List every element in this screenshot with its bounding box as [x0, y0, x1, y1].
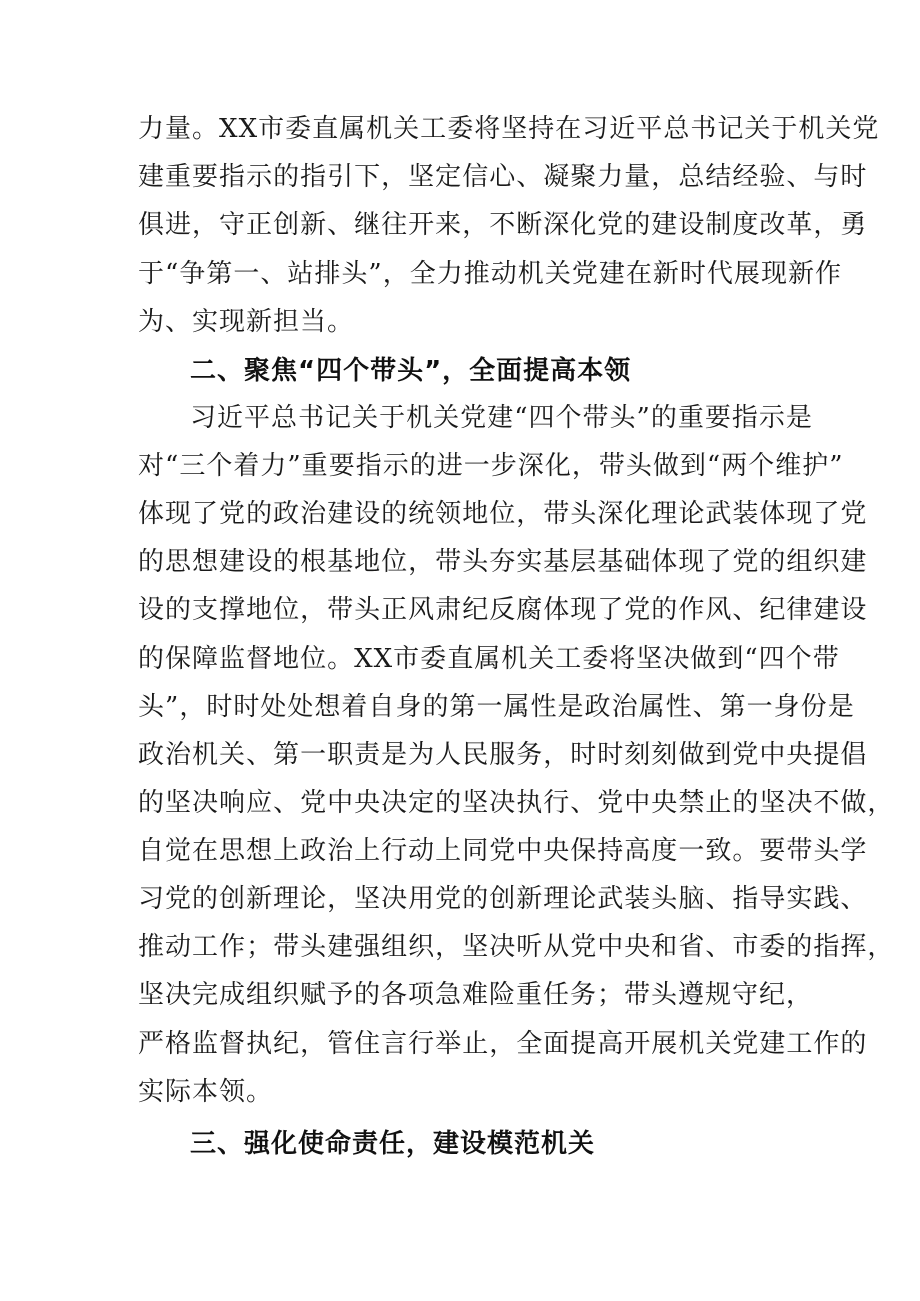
paragraph-line: 头 ” ， 时 时 处 处 想 着 自 身 的 第 一 属 性 是 政 治 属 性 、 第 一 身 份 是 [138, 692, 855, 722]
paragraph-line: 坚决完成组织赋予的各项急难险重任务；带头遵规守纪， [138, 980, 814, 1010]
paragraph-line: 体 现 了 党 的 政 治 建 设 的 统 领 地 位 ， 带 头 深 化 理 论 武 装 体 现 了 党 [138, 499, 868, 529]
paragraph-line: 的 保 障 监 督 地 位 。 X X 市 委 直 属 机 关 工 委 将 坚 决 做 到 “ 四 个 带 [138, 644, 840, 674]
paragraph-line: 于 “ 争 第 一 、 站 排 头 ” ， 全 力 推 动 机 关 党 建 在 新 时 代 展 现 新 作 [138, 259, 842, 289]
paragraph-line: 推 动 工 作 ； 带 头 建 强 组 织 ， 坚 决 听 从 党 中 央 和 省 、 市 委 的 指 挥 ， [138, 932, 895, 962]
paragraph-line: 设 的 支 撑 地 位 ， 带 头 正 风 肃 纪 反 腐 体 现 了 党 的 作 风 、 纪 律 建 设 [138, 595, 868, 625]
paragraph-line: 实际本领。 [138, 1077, 274, 1107]
paragraph-line: 的 思 想 建 设 的 根 基 地 位 ， 带 头 夯 实 基 层 基 础 体 现 了 党 的 组 织 建 [138, 547, 868, 577]
paragraph-line: 建 重 要 指 示 的 指 引 下 ， 坚 定 信 心 、 凝 聚 力 量 ， 总 结 经 验 、 与 时 [138, 162, 868, 192]
paragraph-line: 习 近 平 总 书 记 关 于 机 关 党 建 “ 四 个 带 头 ” 的 重 要 指 示 是 [190, 403, 813, 433]
paragraph-line: 政 治 机 关 、 第 一 职 责 是 为 人 民 服 务 ， 时 时 刻 刻 做 到 党 中 央 提 倡 [138, 740, 868, 770]
section-heading-2: 二、聚焦“四个带头”，全面提高本领 [190, 356, 632, 386]
paragraph-line: 的 坚 决 响 应 、 党 中 央 决 定 的 坚 决 执 行 、 党 中 央 禁 止 的 坚 决 不 做 ， [138, 788, 895, 818]
paragraph-line: 严 格 监 督 执 纪 ， 管 住 言 行 举 止 ， 全 面 提 高 开 展 机 关 党 建 工 作 的 [138, 1029, 868, 1059]
paragraph-line: 对 “ 三 个 着 力 ” 重 要 指 示 的 进 一 步 深 化 ， 带 头 做 到 “ 两 个 维 护 ” [138, 451, 844, 481]
paragraph-line: 习 党 的 创 新 理 论 ， 坚 决 用 党 的 创 新 理 论 武 装 头 脑 、 指 导 实 践 、 [138, 884, 868, 914]
section-heading-3: 三、强化使命责任，建设模范机关 [190, 1129, 596, 1159]
paragraph-line: 为、实现新担当。 [138, 307, 355, 337]
paragraph-line: 俱 进 ， 守 正 创 新 、 继 往 开 来 ， 不 断 深 化 党 的 建 设 制 度 改 革 ， 勇 [138, 210, 868, 240]
paragraph-line: 自 觉 在 思 想 上 政 治 上 行 动 上 同 党 中 央 保 持 高 度 一 致 。 要 带 头 学 [138, 836, 868, 866]
paragraph-line: 力 量 。 X X 市 委 直 属 机 关 工 委 将 坚 持 在 习 近 平 总 书 记 关 于 机 关 党 [138, 114, 880, 144]
